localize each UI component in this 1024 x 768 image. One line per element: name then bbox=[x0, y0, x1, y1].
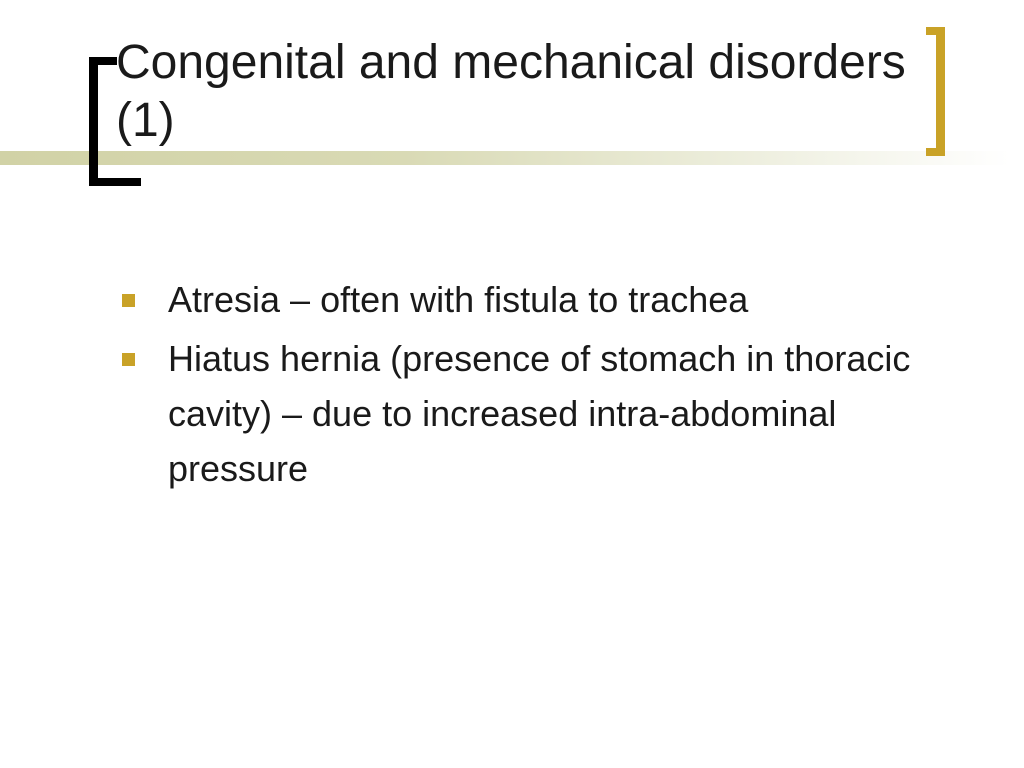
right-bracket-bottom bbox=[926, 148, 945, 156]
square-bullet-icon bbox=[122, 294, 135, 307]
square-bullet-icon bbox=[122, 353, 135, 366]
left-bracket-top bbox=[89, 57, 117, 65]
right-bracket-top bbox=[926, 27, 945, 35]
right-bracket-decoration bbox=[936, 27, 945, 156]
bullet-text: Atresia – often with fistula to trachea bbox=[168, 279, 749, 320]
slide-title: Congenital and mechanical disorders (1) bbox=[116, 36, 906, 147]
title-accent-bar bbox=[0, 151, 1010, 165]
bullet-text: Hiatus hernia (presence of stomach in thoracic cavity) – due to increased intra-abdominal pressure bbox=[168, 338, 911, 489]
bullet-item bbox=[118, 331, 968, 496]
bullet-item bbox=[118, 272, 968, 327]
left-bracket-bottom bbox=[89, 178, 141, 186]
bullet-list bbox=[118, 272, 968, 500]
left-bracket-decoration bbox=[89, 57, 98, 186]
